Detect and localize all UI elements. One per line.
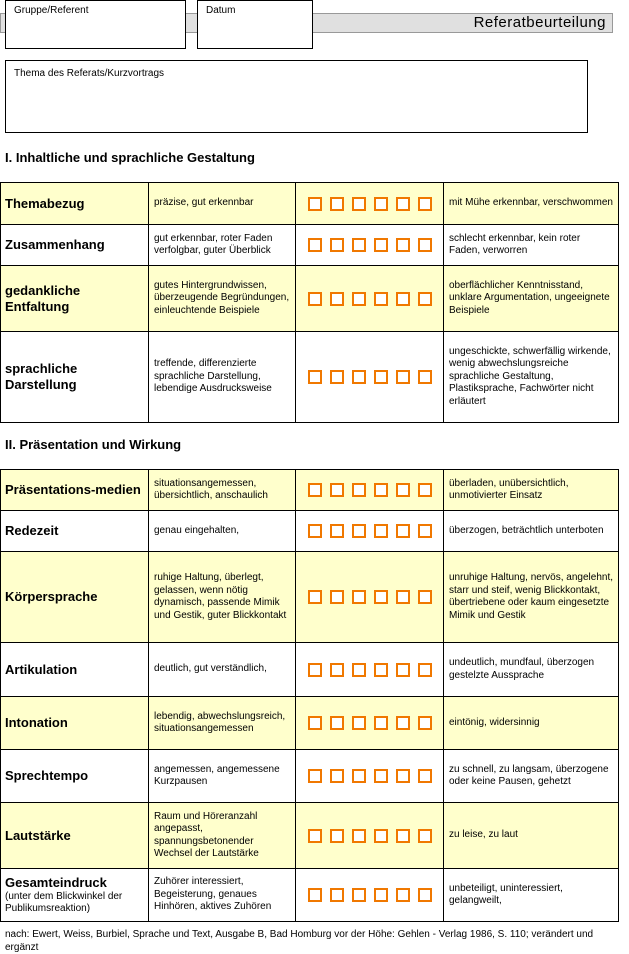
table-row (1, 643, 619, 697)
rating-checkbox[interactable] (330, 590, 344, 604)
table-row (1, 869, 619, 922)
rating-checkbox[interactable] (418, 524, 432, 538)
criterion-cell: Zusammenhang (1, 225, 149, 266)
rating-checkbox[interactable] (396, 829, 410, 843)
rating-checkbox[interactable] (418, 292, 432, 306)
rating-checkbox[interactable] (330, 663, 344, 677)
criterion-cell: Intonation (1, 697, 149, 750)
rating-checkbox[interactable] (352, 716, 366, 730)
rating-checkbox[interactable] (418, 238, 432, 252)
rating-checkbox[interactable] (396, 197, 410, 211)
rating-checkbox[interactable] (330, 238, 344, 252)
rating-checkbox[interactable] (308, 888, 322, 902)
rating-checkbox[interactable] (396, 663, 410, 677)
rating-checkbox[interactable] (352, 483, 366, 497)
rating-checkbox[interactable] (374, 370, 388, 384)
negative-descriptor: zu schnell, zu langsam, überzogene oder keine Pausen, gehetzt (444, 750, 619, 803)
criterion-cell: Artikulation (1, 643, 149, 697)
criterion-cell: sprachliche Darstellung (1, 332, 149, 423)
rating-checkbox[interactable] (330, 769, 344, 783)
rating-checkbox[interactable] (418, 829, 432, 843)
rating-checkbox[interactable] (330, 829, 344, 843)
negative-descriptor: mit Mühe erkennbar, verschwommen (444, 183, 619, 225)
rating-checkbox[interactable] (352, 524, 366, 538)
rating-checkbox[interactable] (352, 238, 366, 252)
rating-checkbox[interactable] (374, 769, 388, 783)
rating-checkbox[interactable] (308, 483, 322, 497)
negative-descriptor: eintönig, widersinnig (444, 697, 619, 750)
positive-descriptor: genau eingehalten, (149, 511, 296, 552)
rating-checkbox[interactable] (374, 888, 388, 902)
rating-checkbox[interactable] (352, 292, 366, 306)
rating-checkbox[interactable] (396, 590, 410, 604)
negative-descriptor: oberflächlicher Kenntnisstand, unklare Argumentation, ungeeignete Beispiele (444, 266, 619, 332)
rating-cell (296, 643, 444, 697)
criterion-cell: Lautstärke (1, 803, 149, 869)
table-row (1, 552, 619, 643)
positive-descriptor: treffende, differenzierte sprachliche Darstellung, lebendige Ausdrucksweise (149, 332, 296, 423)
rating-checkbox[interactable] (396, 524, 410, 538)
rating-checkbox[interactable] (396, 292, 410, 306)
rating-cell (296, 750, 444, 803)
table-row (1, 511, 619, 552)
rating-checkbox[interactable] (330, 716, 344, 730)
table-row (1, 225, 619, 266)
rating-checkbox[interactable] (374, 663, 388, 677)
negative-descriptor: unbeteiligt, uninteressiert, gelangweilt, (444, 869, 619, 922)
rating-checkbox[interactable] (396, 238, 410, 252)
rating-checkbox[interactable] (418, 663, 432, 677)
rating-cell (296, 470, 444, 511)
table-row (1, 470, 619, 511)
rating-checkbox[interactable] (308, 292, 322, 306)
positive-descriptor: deutlich, gut verständlich, (149, 643, 296, 697)
positive-descriptor: gutes Hintergrundwissen, überzeugende Begründungen, einleuchtende Beispiele (149, 266, 296, 332)
rating-checkbox[interactable] (308, 370, 322, 384)
rating-checkbox[interactable] (308, 238, 322, 252)
negative-descriptor: schlecht erkennbar, kein roter Faden, verworren (444, 225, 619, 266)
negative-descriptor: zu leise, zu laut (444, 803, 619, 869)
rating-checkbox[interactable] (352, 197, 366, 211)
criterion-cell: gedankliche Entfaltung (1, 266, 149, 332)
rating-cell (296, 511, 444, 552)
rating-checkbox[interactable] (396, 769, 410, 783)
rating-checkbox[interactable] (418, 888, 432, 902)
rating-cell (296, 552, 444, 643)
rating-checkbox[interactable] (330, 524, 344, 538)
positive-descriptor: gut erkennbar, roter Faden verfolgbar, guter Überblick (149, 225, 296, 266)
rating-checkbox[interactable] (352, 829, 366, 843)
criterion-cell: Körpersprache (1, 552, 149, 643)
rating-checkbox[interactable] (418, 716, 432, 730)
rating-checkbox[interactable] (308, 829, 322, 843)
rating-checkbox[interactable] (418, 370, 432, 384)
rating-cell (296, 697, 444, 750)
table-row (1, 266, 619, 332)
rating-checkbox[interactable] (374, 590, 388, 604)
rating-checkbox[interactable] (308, 197, 322, 211)
rating-checkbox[interactable] (352, 663, 366, 677)
rating-checkbox[interactable] (330, 197, 344, 211)
rating-checkbox[interactable] (352, 590, 366, 604)
positive-descriptor: situationsangemessen, übersichtlich, anschaulich (149, 470, 296, 511)
rating-checkbox[interactable] (418, 769, 432, 783)
rating-checkbox[interactable] (308, 769, 322, 783)
rating-checkbox[interactable] (330, 370, 344, 384)
rating-checkbox[interactable] (308, 716, 322, 730)
rating-cell (296, 332, 444, 423)
rating-cell (296, 183, 444, 225)
criteria-table-2 (0, 469, 619, 922)
rating-cell (296, 266, 444, 332)
rating-cell (296, 225, 444, 266)
table-row (1, 697, 619, 750)
positive-descriptor: präzise, gut erkennbar (149, 183, 296, 225)
negative-descriptor: überladen, unübersichtlich, unmotivierter Einsatz (444, 470, 619, 511)
rating-checkbox[interactable] (374, 483, 388, 497)
rating-checkbox[interactable] (330, 888, 344, 902)
rating-checkbox[interactable] (374, 292, 388, 306)
negative-descriptor: ungeschickte, schwerfällig wirkende, wenig abwechslungsreiche sprachliche Gestaltung, Plastiksprache, Fachwörter nicht erläutert (444, 332, 619, 423)
rating-checkbox[interactable] (308, 590, 322, 604)
rating-checkbox[interactable] (308, 524, 322, 538)
page-title: Referatbeurteilung (473, 14, 606, 31)
topic-field[interactable] (5, 60, 588, 133)
rating-checkbox[interactable] (374, 829, 388, 843)
date-field[interactable] (197, 0, 313, 49)
rating-checkbox[interactable] (396, 888, 410, 902)
positive-descriptor: Raum und Höreranzahl angepasst, spannungsbetonender Wechsel der Lautstärke (149, 803, 296, 869)
table-row (1, 750, 619, 803)
table-row (1, 332, 619, 423)
rating-checkbox[interactable] (418, 483, 432, 497)
rating-checkbox[interactable] (396, 716, 410, 730)
topic-label: Thema des Referats/Kurzvortrags (14, 68, 165, 79)
positive-descriptor: lebendig, abwechslungsreich, situationsangemessen (149, 697, 296, 750)
rating-checkbox[interactable] (418, 590, 432, 604)
rating-checkbox[interactable] (352, 769, 366, 783)
criterion-cell: Redezeit (1, 511, 149, 552)
criterion-cell: Sprechtempo (1, 750, 149, 803)
group-field[interactable] (5, 0, 186, 49)
rating-checkbox[interactable] (330, 292, 344, 306)
rating-checkbox[interactable] (374, 524, 388, 538)
criterion-note: (unter dem Blickwinkel der Publikumsreaktion) (5, 890, 123, 914)
positive-descriptor: angemessen, angemessene Kurzpausen (149, 750, 296, 803)
table-row (1, 183, 619, 225)
section-heading-1: I. Inhaltliche und sprachliche Gestaltung (5, 150, 255, 165)
positive-descriptor: ruhige Haltung, überlegt, gelassen, wenn nötig dynamisch, passende Mimik und Gestik, guter Blickkontakt (149, 552, 296, 643)
negative-descriptor: unruhige Haltung, nervös, angelehnt, starr und steif, wenig Blickkontakt, übertriebene oder kaum eingesetzte Mimik und Gestik (444, 552, 619, 643)
rating-checkbox[interactable] (374, 716, 388, 730)
date-label: Datum (206, 5, 236, 16)
criteria-table-1 (0, 182, 619, 423)
rating-checkbox[interactable] (352, 888, 366, 902)
rating-cell (296, 869, 444, 922)
table-row (1, 803, 619, 869)
negative-descriptor: überzogen, beträchtlich unterboten (444, 511, 619, 552)
criterion-cell: Präsentations-medien (1, 470, 149, 511)
rating-checkbox[interactable] (374, 197, 388, 211)
criterion-cell (1, 869, 149, 922)
rating-checkbox[interactable] (352, 370, 366, 384)
rating-checkbox[interactable] (308, 663, 322, 677)
criterion-title: Gesamteindruck (5, 874, 107, 890)
rating-checkbox[interactable] (374, 238, 388, 252)
rating-checkbox[interactable] (330, 483, 344, 497)
section-heading-2: II. Präsentation und Wirkung (5, 437, 182, 452)
positive-descriptor: Zuhörer interessiert, Begeisterung, genaues Hinhören, aktives Zuhören (149, 869, 296, 922)
criterion-cell: Themabezug (1, 183, 149, 225)
rating-checkbox[interactable] (418, 197, 432, 211)
rating-cell (296, 803, 444, 869)
group-label: Gruppe/Referent (14, 5, 89, 16)
negative-descriptor: undeutlich, mundfaul, überzogen gestelzte Aussprache (444, 643, 619, 697)
rating-checkbox[interactable] (396, 483, 410, 497)
source-footnote: nach: Ewert, Weiss, Burbiel, Sprache und Text, Ausgabe B, Bad Homburg vor der Höhe: Gehlen - Verlag 1986, S. 110; verändert und ergänzt (5, 929, 594, 953)
rating-checkbox[interactable] (396, 370, 410, 384)
